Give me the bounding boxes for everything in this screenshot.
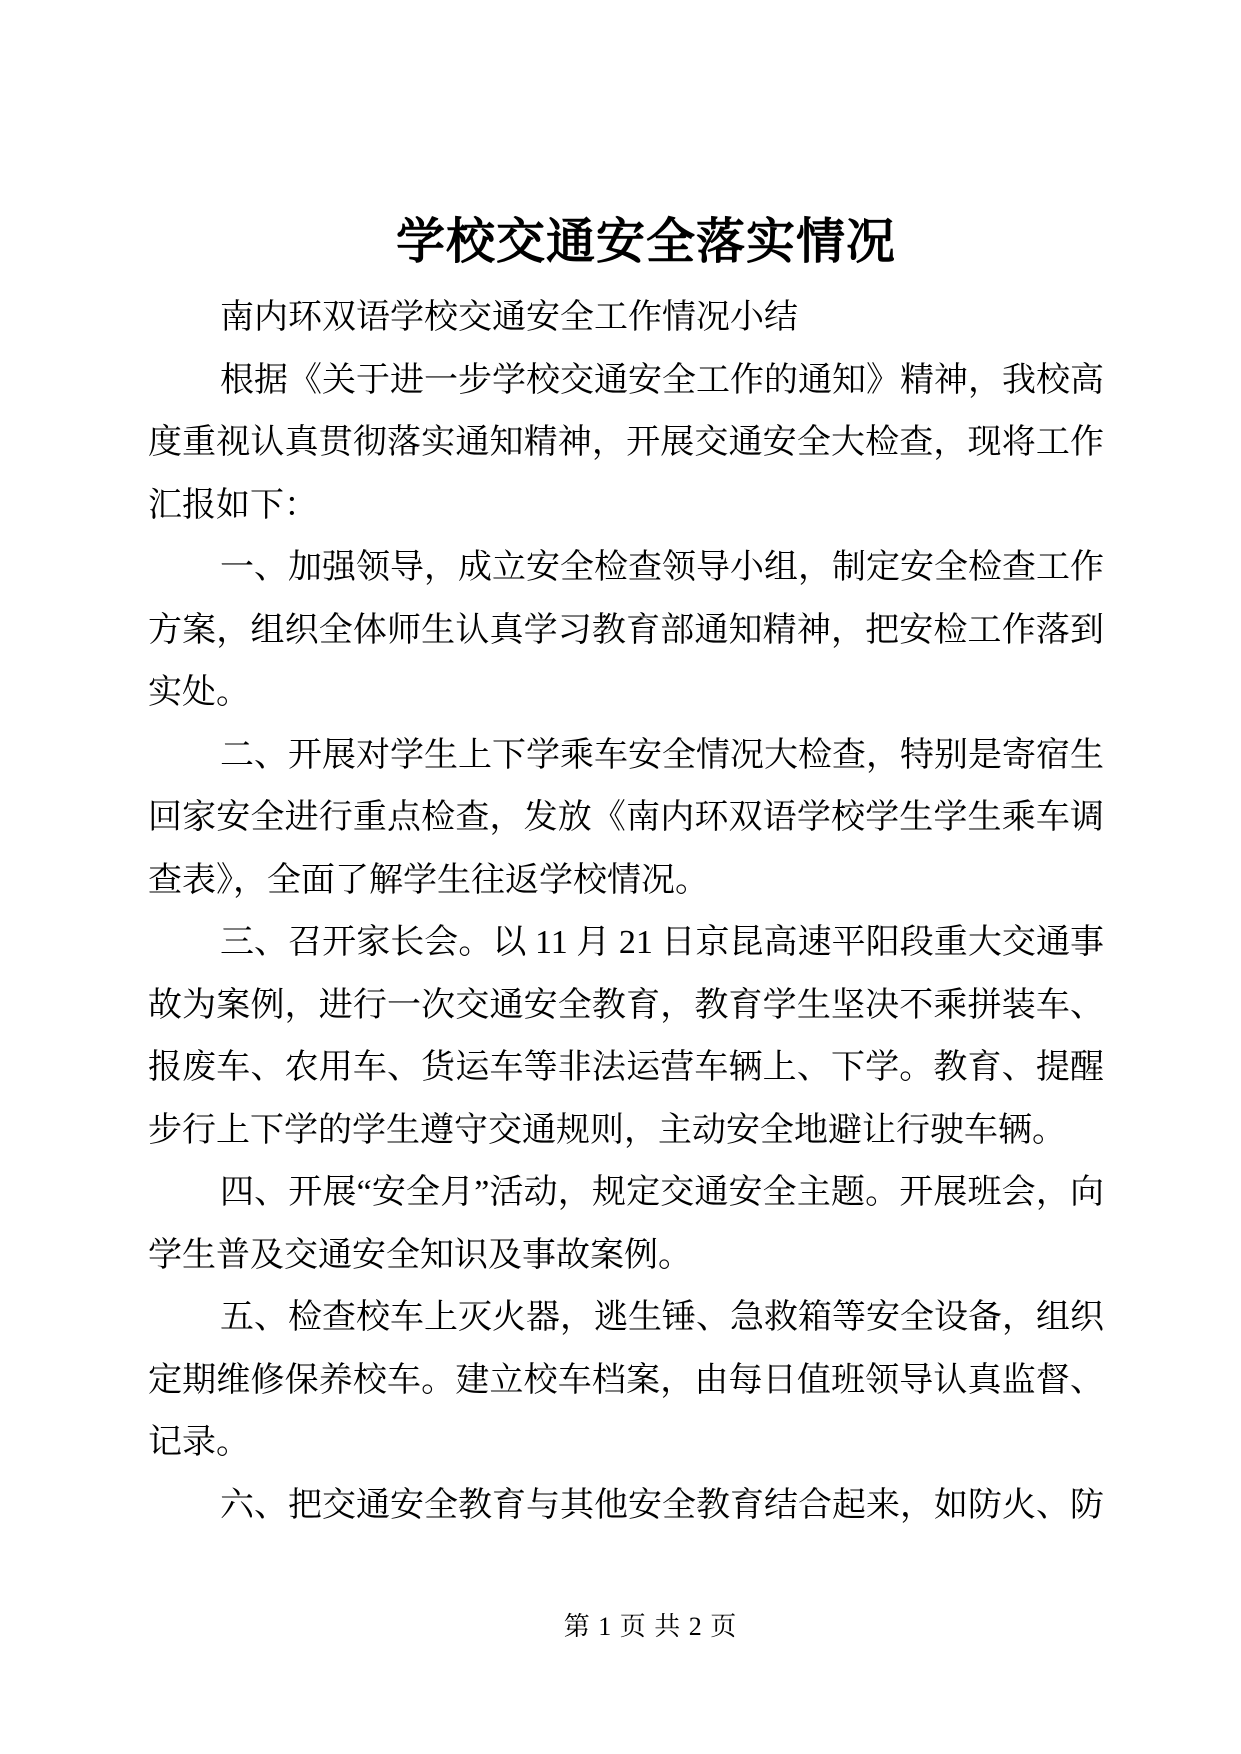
paragraph: 二、开展对学生上下学乘车安全情况大检查，特别是寄宿生回家安全进行重点检查，发放《南内环双语学校学生学生乘车调查表》，全面了解学生往返学校情况。 (148, 736, 1104, 899)
paragraph: 五、检查校车上灭火器，逃生锤、急救箱等安全设备，组织定期维修保养校车。建立校车档案，由每日值班领导认真监督、记录。 (148, 1299, 1104, 1461)
document-body (148, 287, 1104, 1537)
paragraph: 南内环双语学校交通安全工作情况小结 (220, 299, 798, 336)
paragraph: 三、召开家长会。以 11 月 21 日京昆高速平阳段重大交通事故为案例，进行一次交通安全教育，教育学生坚决不乘拼装车、报废车、农用车、货运车等非法运营车辆上、下学。教育、提醒步行上下学的学生遵守交通规则，主动安全地避让行驶车辆。 (148, 924, 1104, 1149)
paragraph: 一、加强领导，成立安全检查领导小组，制定安全检查工作方案，组织全体师生认真学习教育部通知精神，把安检工作落到实处。 (148, 549, 1104, 711)
paragraph: 六、把交通安全教育与其他安全教育结合起来，如防火、防 (220, 1486, 1104, 1524)
paragraph: 根据《关于进一步学校交通安全工作的通知》精神，我校高度重视认真贯彻落实通知精神，开展交通安全大检查，现将工作汇报如下： (148, 361, 1104, 524)
page-number-footer: 第 1 页 共 2 页 (563, 1612, 738, 1641)
paragraph: 四、开展“安全月”活动，规定交通安全主题。开展班会，向学生普及交通安全知识及事故案例。 (148, 1174, 1104, 1274)
document-title: 学校交通安全落实情况 (395, 214, 896, 269)
